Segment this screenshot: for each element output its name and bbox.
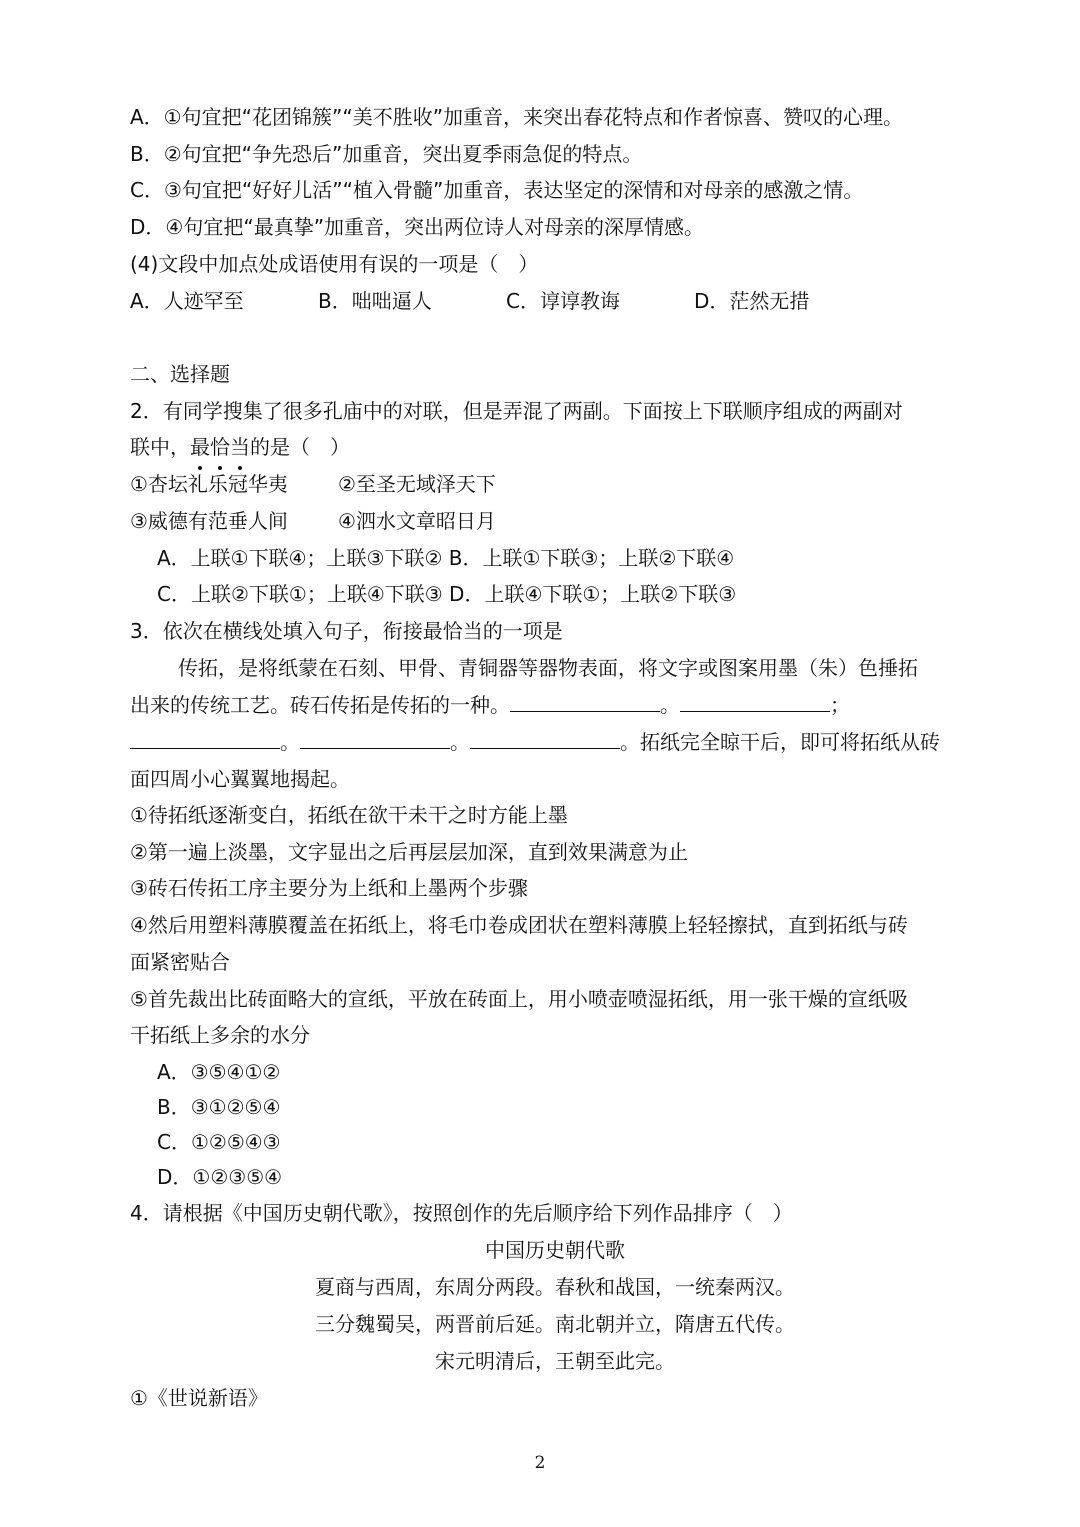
q2-stem-line2-post: 的是（ ） — [250, 435, 350, 459]
q3-sentence-5b: 干拓纸上多余的水分 — [130, 1023, 310, 1047]
q2-options-cd: C．上联②下联①；上联④下联③ D．上联④下联①；上联②下联③ — [157, 582, 737, 606]
q3-option-d: D．①②③⑤④ — [157, 1165, 283, 1189]
q2-item-4: ④泗水文章昭日月 — [338, 509, 496, 533]
q3-stem: 3．依次在横线处填入句子，衔接最恰当的一项是 — [130, 619, 563, 643]
q2-stem-line1: 2．有同学搜集了很多孔庙中的对联，但是弄混了两副。下面按上下联顺序组成的两副对 — [130, 399, 903, 423]
fill-blank-line — [510, 693, 660, 712]
q1-sub4-stem: (4)文段中加点处成语使用有误的一项是（ ） — [130, 252, 539, 276]
poem-line-2: 三分魏蜀吴，两晋前后延。南北朝并立，隋唐五代传。 — [315, 1312, 795, 1336]
q1-option-d: D．④句宜把“最真挚”加重音，突出两位诗人对母亲的深厚情感。 — [130, 215, 705, 239]
q4-item-1: ①《世说新语》 — [130, 1386, 268, 1410]
q1-sub4-option-a: A．人迹罕至 — [130, 289, 244, 313]
q3-passage-line3 — [130, 728, 940, 758]
q3-sentence-3: ③砖石传拓工序主要分为上纸和上墨两个步骤 — [130, 876, 528, 900]
emphasis-dot-char: 恰 — [210, 435, 230, 459]
section-heading: 二、选择题 — [130, 362, 230, 386]
fill-blank-line — [300, 730, 450, 749]
q2-stem-line2 — [130, 433, 350, 463]
q2-stem-line2-pre: 联中， — [130, 435, 190, 459]
q3-sentence-4a: ④然后用塑料薄膜覆盖在拓纸上，将毛巾卷成团状在塑料薄膜上轻轻擦拭，直到拓纸与砖 — [130, 913, 908, 937]
poem-line-1: 夏商与西周，东周分两段。春秋和战国，一统秦两汉。 — [315, 1275, 795, 1299]
q3-separator: ； — [830, 693, 850, 717]
q1-option-a: A．①句宜把“花团锦簇”“美不胜收”加重音，来突出春花特点和作者惊喜、赞叹的心理。 — [130, 105, 904, 129]
q1-sub4-option-b: B．咄咄逼人 — [318, 289, 432, 313]
q3-separator: 。 — [280, 730, 300, 754]
q1-sub4-option-c: C．谆谆教诲 — [506, 289, 620, 313]
q3-passage-line2 — [130, 691, 850, 721]
fill-blank-line — [470, 730, 620, 749]
q2-options-ab: A．上联①下联④；上联③下联② B．上联①下联③；上联②下联④ — [157, 546, 735, 570]
q1-sub4-option-d: D．茫然无措 — [694, 289, 810, 313]
q2-couplet-items-2 — [130, 507, 496, 537]
q3-separator: 。 — [450, 730, 470, 754]
q3-sentence-1: ①待拓纸逐渐变白，拓纸在欲干未干之时方能上墨 — [130, 803, 568, 827]
q2-item-1: ①杏坛礼乐冠华夷 — [130, 472, 288, 496]
q3-option-c: C．①②⑤④③ — [157, 1130, 281, 1154]
q1-option-c: C．③句宜把“好好儿活”“植入骨髓”加重音，表达坚定的深情和对母亲的感激之情。 — [130, 178, 864, 202]
page-number: 2 — [534, 1453, 546, 1473]
emphasis-dot-char: 最 — [190, 435, 210, 459]
q1-sub4-options — [130, 287, 809, 317]
poem-title: 中国历史朝代歌 — [485, 1238, 625, 1262]
q2-couplet-items-1 — [130, 470, 496, 500]
fill-blank-line — [130, 730, 280, 749]
q3-passage-tail: 。拓纸完全晾干后，即可将拓纸从砖 — [620, 730, 940, 754]
q2-item-3: ③威德有范垂人间 — [130, 509, 288, 533]
q3-separator: 。 — [660, 693, 680, 717]
emphasis-dot-char: 当 — [230, 435, 250, 459]
q3-sentence-4b: 面紧密贴合 — [130, 950, 230, 974]
q3-sentence-2: ②第一遍上淡墨，文字显出之后再层层加深，直到效果满意为止 — [130, 840, 688, 864]
q3-sentence-5a: ⑤首先裁出比砖面略大的宣纸，平放在砖面上，用小喷壶喷湿拓纸，用一张干燥的宣纸吸 — [130, 987, 908, 1011]
q3-option-a: A．③⑤④①② — [157, 1060, 281, 1084]
fill-blank-line — [680, 693, 830, 712]
q3-option-b: B．③①②⑤④ — [157, 1095, 281, 1119]
q3-passage-text: 出来的传统工艺。砖石传拓是传拓的一种。 — [130, 693, 510, 717]
q1-option-b: B．②句宜把“争先恐后”加重音，突出夏季雨急促的特点。 — [130, 142, 643, 166]
q4-stem: 4．请根据《中国历史朝代歌》，按照创作的先后顺序给下列作品排序（ ） — [130, 1201, 793, 1225]
q3-passage-line1: 传拓，是将纸蒙在石刻、甲骨、青铜器等器物表面，将文字或图案用墨（朱）色捶拓 — [178, 656, 918, 680]
q3-passage-line4: 面四周小心翼翼地揭起。 — [130, 767, 350, 791]
poem-line-3: 宋元明清后，王朝至此完。 — [435, 1349, 675, 1373]
q2-item-2: ②至圣无域泽天下 — [338, 472, 496, 496]
